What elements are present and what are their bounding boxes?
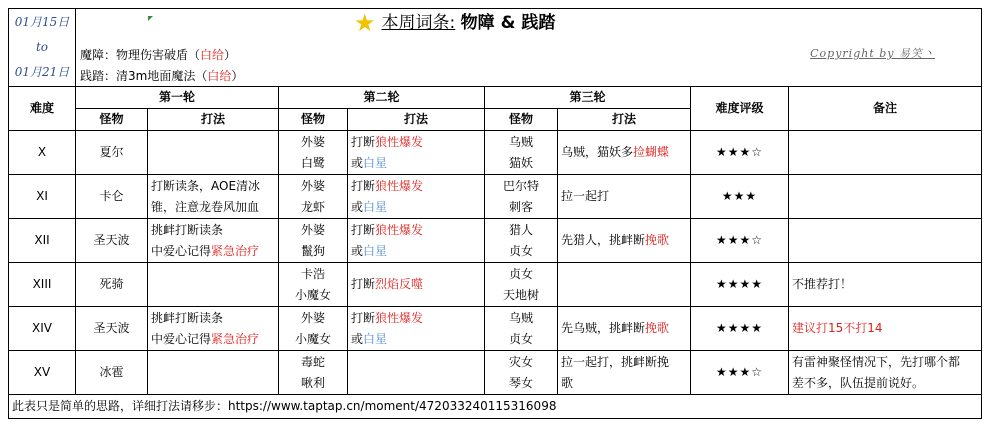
text-segment: 打断 xyxy=(351,222,376,237)
difficulty-rating: ★★★☆ xyxy=(691,131,789,175)
monster-name: 贞女 xyxy=(508,266,533,281)
round3-monster xyxy=(485,175,558,219)
monster-name: 鬣狗 xyxy=(300,243,325,258)
difficulty-rating: ★★★☆ xyxy=(691,351,789,395)
monster-name: 贞女 xyxy=(508,243,533,258)
col-round2: 第二轮 xyxy=(279,87,485,109)
round2-method xyxy=(348,131,485,175)
col-r1-monster: 怪物 xyxy=(76,109,148,131)
text-segment: 锥，注意龙卷风加血 xyxy=(151,199,260,214)
round2-monster xyxy=(279,307,348,351)
round3-monster xyxy=(485,131,558,175)
text-segment: 乌贼，猫妖多 xyxy=(561,145,634,159)
text-line xyxy=(561,318,687,339)
round2-method xyxy=(348,351,485,395)
text-line xyxy=(792,274,978,295)
copyright-text: Copyright by 易笑丶 xyxy=(810,47,935,60)
round2-method xyxy=(348,263,485,307)
table-row xyxy=(9,131,982,175)
monster-name: 天地树 xyxy=(502,287,539,302)
monster-name: 乌贼 xyxy=(508,134,533,149)
text-line xyxy=(151,197,275,218)
text-segment: 或 xyxy=(351,243,364,258)
text-segment: 白星 xyxy=(363,243,388,258)
col-difficulty: 难度 xyxy=(9,87,76,131)
text-segment: 挽歌 xyxy=(645,233,670,247)
round2-monster xyxy=(279,131,348,175)
row-notes xyxy=(789,219,982,263)
text-segment: 建议打15不打14 xyxy=(792,321,883,335)
date-start: 01月15日 xyxy=(14,15,70,29)
round3-monster xyxy=(485,219,558,263)
text-segment: 捡蝴蝶 xyxy=(633,145,670,159)
text-line xyxy=(351,220,481,241)
text-line xyxy=(561,352,687,373)
round1-method xyxy=(148,219,279,263)
difficulty-rating: ★★★★ xyxy=(691,263,789,307)
text-segment: 打断 xyxy=(351,178,376,193)
text-segment: 不推荐打！ xyxy=(792,277,853,291)
text-line xyxy=(351,132,481,153)
text-segment: 先乌贼，挑衅断 xyxy=(561,321,646,335)
text-segment: 先猎人，挑衅断 xyxy=(561,233,646,247)
round2-method xyxy=(348,219,485,263)
title-prefix: 本周词条: xyxy=(381,13,456,33)
col-r1-method: 打法 xyxy=(148,109,279,131)
text-segment: 紧急治疗 xyxy=(211,243,260,258)
round3-monster xyxy=(485,351,558,395)
text-line xyxy=(151,329,275,350)
row-notes xyxy=(789,131,982,175)
round2-monster xyxy=(279,175,348,219)
difficulty-rating: ★★★★ xyxy=(691,307,789,351)
round1-monster: 圣天波 xyxy=(76,307,148,351)
round1-method xyxy=(148,307,279,351)
text-segment: 挑衅打断读条 xyxy=(151,310,224,325)
row-notes xyxy=(789,307,982,351)
col-round1: 第一轮 xyxy=(76,87,279,109)
round1-method xyxy=(148,263,279,307)
col-r3-method: 打法 xyxy=(558,109,691,131)
text-segment: 打断 xyxy=(351,277,376,291)
text-segment: 或 xyxy=(351,199,364,214)
round3-method xyxy=(558,307,691,351)
monster-name: 乌贼 xyxy=(508,310,533,325)
col-r2-monster: 怪物 xyxy=(279,109,348,131)
star-icon: ★ xyxy=(354,9,376,37)
row-notes xyxy=(789,175,982,219)
text-line xyxy=(351,274,481,295)
round3-method xyxy=(558,219,691,263)
monster-name: 小魔女 xyxy=(294,331,331,346)
text-segment: 狼性爆发 xyxy=(375,310,424,325)
difficulty-level: X xyxy=(9,131,76,175)
monster-name: 刺客 xyxy=(508,199,533,214)
monster-name: 外婆 xyxy=(300,134,325,149)
text-line xyxy=(351,329,481,350)
difficulty-level: XII xyxy=(9,219,76,263)
text-segment: 打断 xyxy=(351,134,376,149)
round1-monster: 死骑 xyxy=(76,263,148,307)
text-segment: 拉一起打 xyxy=(561,189,610,203)
text-segment: 狼性爆发 xyxy=(375,134,424,149)
text-segment: 白星 xyxy=(363,155,388,170)
round1-monster: 夏尔 xyxy=(76,131,148,175)
text-line xyxy=(151,176,275,197)
text-segment: 挽歌 xyxy=(645,321,670,335)
round1-monster: 冰雹 xyxy=(76,351,148,395)
date-range xyxy=(9,9,76,87)
footer-note: 此表只是简单的思路，详细打法请移步：https://www.taptap.cn/moment/472033240115316098 xyxy=(9,395,982,419)
table-row xyxy=(9,219,982,263)
date-separator: to xyxy=(35,40,49,54)
text-segment: 狼性爆发 xyxy=(375,178,424,193)
round2-monster xyxy=(279,351,348,395)
text-segment: 中爱心记得 xyxy=(151,331,212,346)
round1-method xyxy=(148,131,279,175)
col-round3: 第三轮 xyxy=(485,87,691,109)
monster-name: 小魔女 xyxy=(294,287,331,302)
round3-monster xyxy=(485,307,558,351)
spreadsheet xyxy=(8,8,981,422)
round2-method xyxy=(348,307,485,351)
monster-name: 巴尔特 xyxy=(502,178,539,193)
title-main: 物障 & 践踏 xyxy=(460,13,556,33)
text-line xyxy=(792,352,978,373)
text-line xyxy=(561,373,687,394)
text-segment: 差不多，队伍提前说好。 xyxy=(792,375,925,390)
round3-method xyxy=(558,351,691,395)
text-segment: 或 xyxy=(351,155,364,170)
text-line xyxy=(561,230,687,251)
round3-monster xyxy=(485,263,558,307)
monster-name: 外婆 xyxy=(300,222,325,237)
weekly-affix-title xyxy=(354,9,556,37)
text-line xyxy=(351,241,481,262)
col-r3-monster: 怪物 xyxy=(485,109,558,131)
monster-name: 龙虾 xyxy=(300,199,325,214)
col-r2-method: 打法 xyxy=(348,109,485,131)
monster-name: 毒蛇 xyxy=(300,354,325,369)
monster-name: 卡浩 xyxy=(300,266,325,281)
round3-method xyxy=(558,131,691,175)
text-line xyxy=(351,308,481,329)
difficulty-level: XV xyxy=(9,351,76,395)
text-line xyxy=(351,176,481,197)
text-segment: 打断 xyxy=(351,310,376,325)
round2-monster xyxy=(279,263,348,307)
monster-name: 外婆 xyxy=(300,178,325,193)
monster-name: 白鹭 xyxy=(300,155,325,170)
round3-method xyxy=(558,175,691,219)
text-segment: 或 xyxy=(351,331,364,346)
monster-name: 灾女 xyxy=(508,354,533,369)
text-segment: 白星 xyxy=(363,331,388,346)
text-segment: 有雷神聚怪情况下，先打哪个都 xyxy=(792,354,961,369)
table-row xyxy=(9,307,982,351)
row-notes xyxy=(789,263,982,307)
text-line xyxy=(792,318,978,339)
guide-table xyxy=(8,8,982,419)
text-segment: 狼性爆发 xyxy=(375,222,424,237)
date-end: 01月21日 xyxy=(14,65,70,79)
monster-name: 啾利 xyxy=(300,375,325,390)
monster-name: 琴女 xyxy=(508,375,533,390)
monster-name: 外婆 xyxy=(300,310,325,325)
text-segment: 拉一起打，挑衅断挽 xyxy=(561,354,670,369)
monster-name: 贞女 xyxy=(508,331,533,346)
text-segment: 中爱心记得 xyxy=(151,243,212,258)
row-notes xyxy=(789,351,982,395)
monster-name: 猎人 xyxy=(508,222,533,237)
text-line xyxy=(561,186,687,207)
round2-monster xyxy=(279,219,348,263)
col-rating: 难度评级 xyxy=(691,87,789,131)
difficulty-level: XIII xyxy=(9,263,76,307)
round1-method xyxy=(148,175,279,219)
round1-monster: 圣天波 xyxy=(76,219,148,263)
text-segment: 紧急治疗 xyxy=(211,331,260,346)
round1-monster: 卡仑 xyxy=(76,175,148,219)
text-segment: 歌 xyxy=(561,375,574,390)
text-segment: 白星 xyxy=(363,199,388,214)
text-segment: 打断读条，AOE清冰 xyxy=(151,178,261,193)
difficulty-rating: ★★★ xyxy=(691,175,789,219)
difficulty-level: XI xyxy=(9,175,76,219)
round3-method xyxy=(558,263,691,307)
table-row xyxy=(9,351,982,395)
text-line xyxy=(792,373,978,394)
round1-method xyxy=(148,351,279,395)
text-line xyxy=(151,220,275,241)
text-line xyxy=(151,241,275,262)
text-line xyxy=(151,308,275,329)
affix-rule-1: 魔障：物理伤害破盾（白给） xyxy=(80,48,237,62)
difficulty-level: XIV xyxy=(9,307,76,351)
header-cell xyxy=(76,9,982,87)
round2-method xyxy=(348,175,485,219)
difficulty-rating: ★★★☆ xyxy=(691,219,789,263)
monster-name: 猫妖 xyxy=(508,155,533,170)
text-line xyxy=(351,197,481,218)
text-line xyxy=(351,153,481,174)
table-row xyxy=(9,175,982,219)
text-line xyxy=(561,142,687,163)
table-row xyxy=(9,263,982,307)
text-segment: 挑衅打断读条 xyxy=(151,222,224,237)
col-notes: 备注 xyxy=(789,87,982,131)
affix-rule-2: 践踏：清3m地面魔法（白给） xyxy=(80,69,244,83)
text-segment: 烈焰反噬 xyxy=(375,277,424,291)
